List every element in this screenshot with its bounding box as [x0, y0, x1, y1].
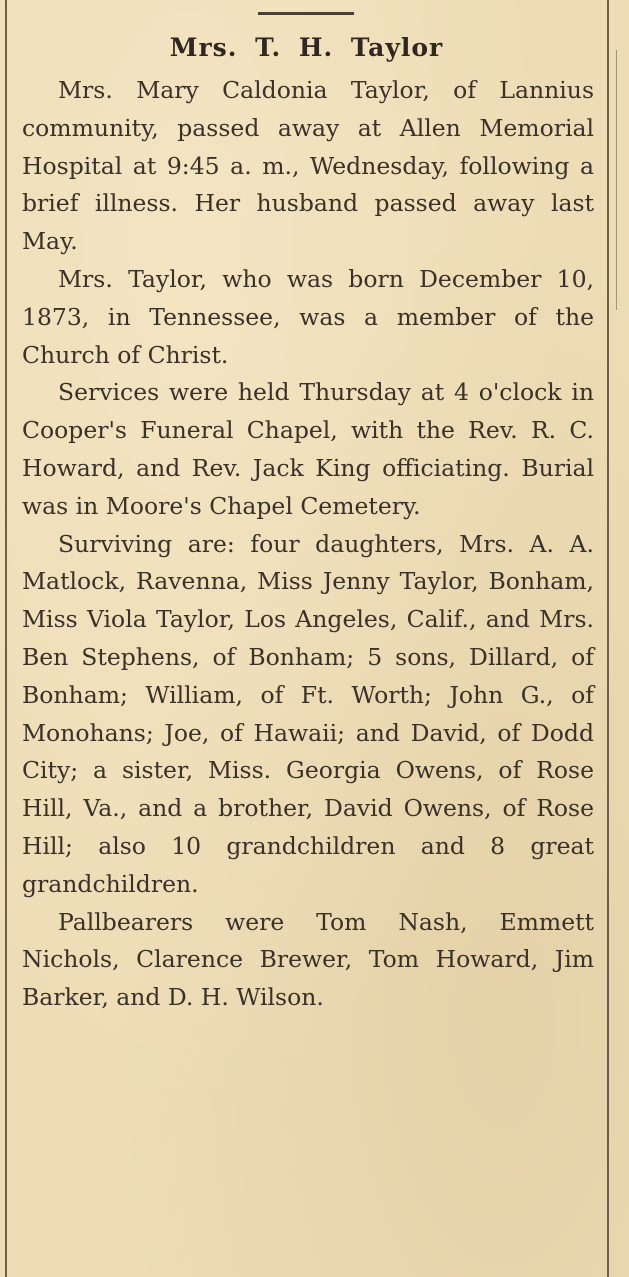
paragraph-pallbearers: Pallbearers were Tom Nash, Emmett Nichols, Clarence Brewer, Tom Howard, Jim Barker, and D. H. Wilson.: [22, 907, 594, 1012]
column-rule-right-faint: [616, 50, 617, 310]
column-rule-left: [5, 0, 7, 1277]
paragraph-biography: Mrs. Taylor, who was born December 10, 1873, in Tennessee, was a member of the Church of Christ.: [22, 264, 594, 369]
article-headline: Mrs. T. H. Taylor: [169, 33, 444, 62]
article-body: [22, 72, 594, 1017]
paragraph-survivors: Surviving are: four daughters, Mrs. A. A. Matlock, Ravenna, Miss Jenny Taylor, Bonham, Miss Viola Taylor, Los Angeles, Calif., and Mrs. Ben Stephens, of Bonham; 5 sons, Dillard, of Bonham; William, of Ft. Worth; John G., of Monohans; Joe, of Hawaii; and David, of Dodd City; a sister, Miss. Georgia Owens, of Rose Hill, Va., and a brother, David Owens, of Rose Hill; also 10 grandchildren and 8 great grandchildren.: [22, 529, 594, 898]
article-separator-rule: [258, 12, 354, 15]
paragraph-services: Services were held Thursday at 4 o'clock in Cooper's Funeral Chapel, with the Rev. R. C. Howard, and Rev. Jack King officiating. Burial was in Moore's Chapel Cemetery.: [22, 378, 594, 520]
column-rule-right: [607, 0, 609, 1277]
paragraph-death-notice: Mrs. Mary Caldonia Taylor, of Lannius community, passed away at Allen Memorial Hospital at 9:45 a. m., Wednesday, following a brief illness. Her husband passed away last May.: [22, 76, 594, 256]
